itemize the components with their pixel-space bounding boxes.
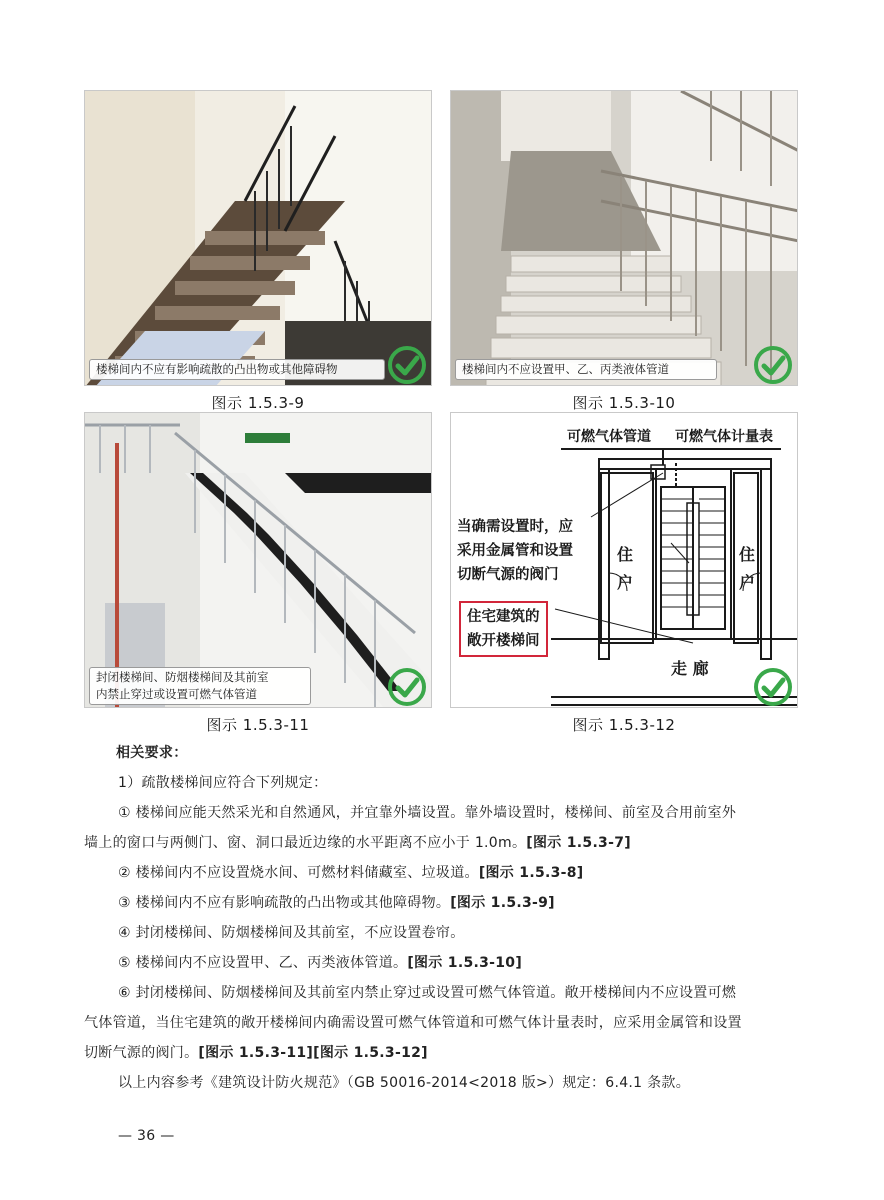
page-number: — 36 — <box>118 1128 175 1144</box>
diagram-open-stair-line: 敞开楼梯间 <box>467 633 540 649</box>
figure-stair-photo-11 <box>84 412 432 708</box>
diagram-note-line: 切断气源的阀门 <box>457 567 559 583</box>
figure-stair-photo-10 <box>450 90 798 386</box>
requirement-text: ② 楼梯间内不应设置烧水间、可燃材料储藏室、垃圾道。 <box>118 865 479 881</box>
requirement-item-5 <box>118 952 522 972</box>
figure-caption: 楼梯间内不应有影响疏散的凸出物或其他障碍物 <box>89 359 385 380</box>
diagram-open-stair-box <box>459 601 548 657</box>
requirement-item-6-cont <box>84 1042 428 1062</box>
diagram-note <box>457 515 573 587</box>
diagram-resident-right <box>739 541 755 597</box>
diagram-resident-left <box>617 541 633 597</box>
figure-reference-link[interactable]: [图示 1.5.3-11][图示 1.5.3-12] <box>198 1045 428 1061</box>
figure-label: 图示 1.5.3-10 <box>572 394 676 412</box>
requirement-text: ③ 楼梯间内不应有影响疏散的凸出物或其他障碍物。 <box>118 895 451 911</box>
requirement-item-2 <box>118 862 584 882</box>
check-icon <box>753 667 793 707</box>
diagram-resident-char: 户 <box>617 573 634 592</box>
stair-illustration-9 <box>85 91 432 386</box>
requirement-item-1: ① 楼梯间应能天然采光和自然通风，并宜靠外墙设置。靠外墙设置时，楼梯间、前室及合用前室外 <box>118 805 737 821</box>
figure-caption: 楼梯间内不应设置甲、乙、丙类液体管道 <box>455 359 717 380</box>
diagram-note-line: 采用金属管和设置 <box>457 543 573 559</box>
figure-label: 图示 1.5.3-12 <box>572 716 676 734</box>
stair-illustration-10 <box>451 91 798 386</box>
requirement-item-4: ④ 封闭楼梯间、防烟楼梯间及其前室，不应设置卷帘。 <box>118 925 465 941</box>
diagram-label-gas-meter: 可燃气体计量表 <box>675 429 773 445</box>
diagram-resident-char: 户 <box>739 573 756 592</box>
figure-label: 图示 1.5.3-11 <box>206 716 310 734</box>
check-icon <box>753 345 793 385</box>
requirement-item-3 <box>118 892 555 912</box>
diagram-resident-char: 住 <box>739 545 756 564</box>
requirement-text: 墙上的窗口与两侧门、窗、洞口最近边缘的水平距离不应小于 1.0m。 <box>84 835 527 851</box>
diagram-corridor: 走 廊 <box>671 659 709 678</box>
figure-caption-line: 封闭楼梯间、防烟楼梯间及其前室 <box>96 670 269 684</box>
figure-stair-photo-9 <box>84 90 432 386</box>
requirements-intro: 1）疏散楼梯间应符合下列规定： <box>118 775 328 791</box>
requirement-item-6-cont: 气体管道，当住宅建筑的敞开楼梯间内确需设置可燃气体管道和可燃气体计量表时，应采用金属管和设置 <box>84 1015 742 1031</box>
diagram-resident-char: 住 <box>617 545 634 564</box>
requirements-heading: 相关要求： <box>116 745 188 761</box>
diagram-open-stair-line: 住宅建筑的 <box>467 609 540 625</box>
reference-note: 以上内容参考《建筑设计防火规范》（GB 50016-2014<2018 版>）规定：6.4.1 条款。 <box>118 1075 691 1091</box>
requirement-text: ⑤ 楼梯间内不应设置甲、乙、丙类液体管道。 <box>118 955 408 971</box>
figure-reference-link[interactable]: [图示 1.5.3-8] <box>478 865 584 881</box>
requirement-item-6: ⑥ 封闭楼梯间、防烟楼梯间及其前室内禁止穿过或设置可燃气体管道。敞开楼梯间内不应设置可燃 <box>118 985 737 1001</box>
figure-label: 图示 1.5.3-9 <box>211 394 305 412</box>
diagram-note-line: 当确需设置时，应 <box>457 519 573 535</box>
figure-caption <box>89 667 311 705</box>
figure-reference-link[interactable]: [图示 1.5.3-9] <box>450 895 555 911</box>
diagram-label-gas-pipe: 可燃气体管道 <box>567 429 651 445</box>
figure-caption-line: 内禁止穿过或设置可燃气体管道 <box>96 687 257 701</box>
requirement-text: 切断气源的阀门。 <box>84 1045 199 1061</box>
figure-reference-link[interactable]: [图示 1.5.3-10] <box>407 955 523 971</box>
check-icon <box>387 345 427 385</box>
stair-illustration-11 <box>85 413 432 708</box>
requirement-item-1-cont <box>84 832 631 852</box>
figure-reference-link[interactable]: [图示 1.5.3-7] <box>526 835 631 851</box>
figure-floor-plan-12 <box>450 412 798 708</box>
check-icon <box>387 667 427 707</box>
